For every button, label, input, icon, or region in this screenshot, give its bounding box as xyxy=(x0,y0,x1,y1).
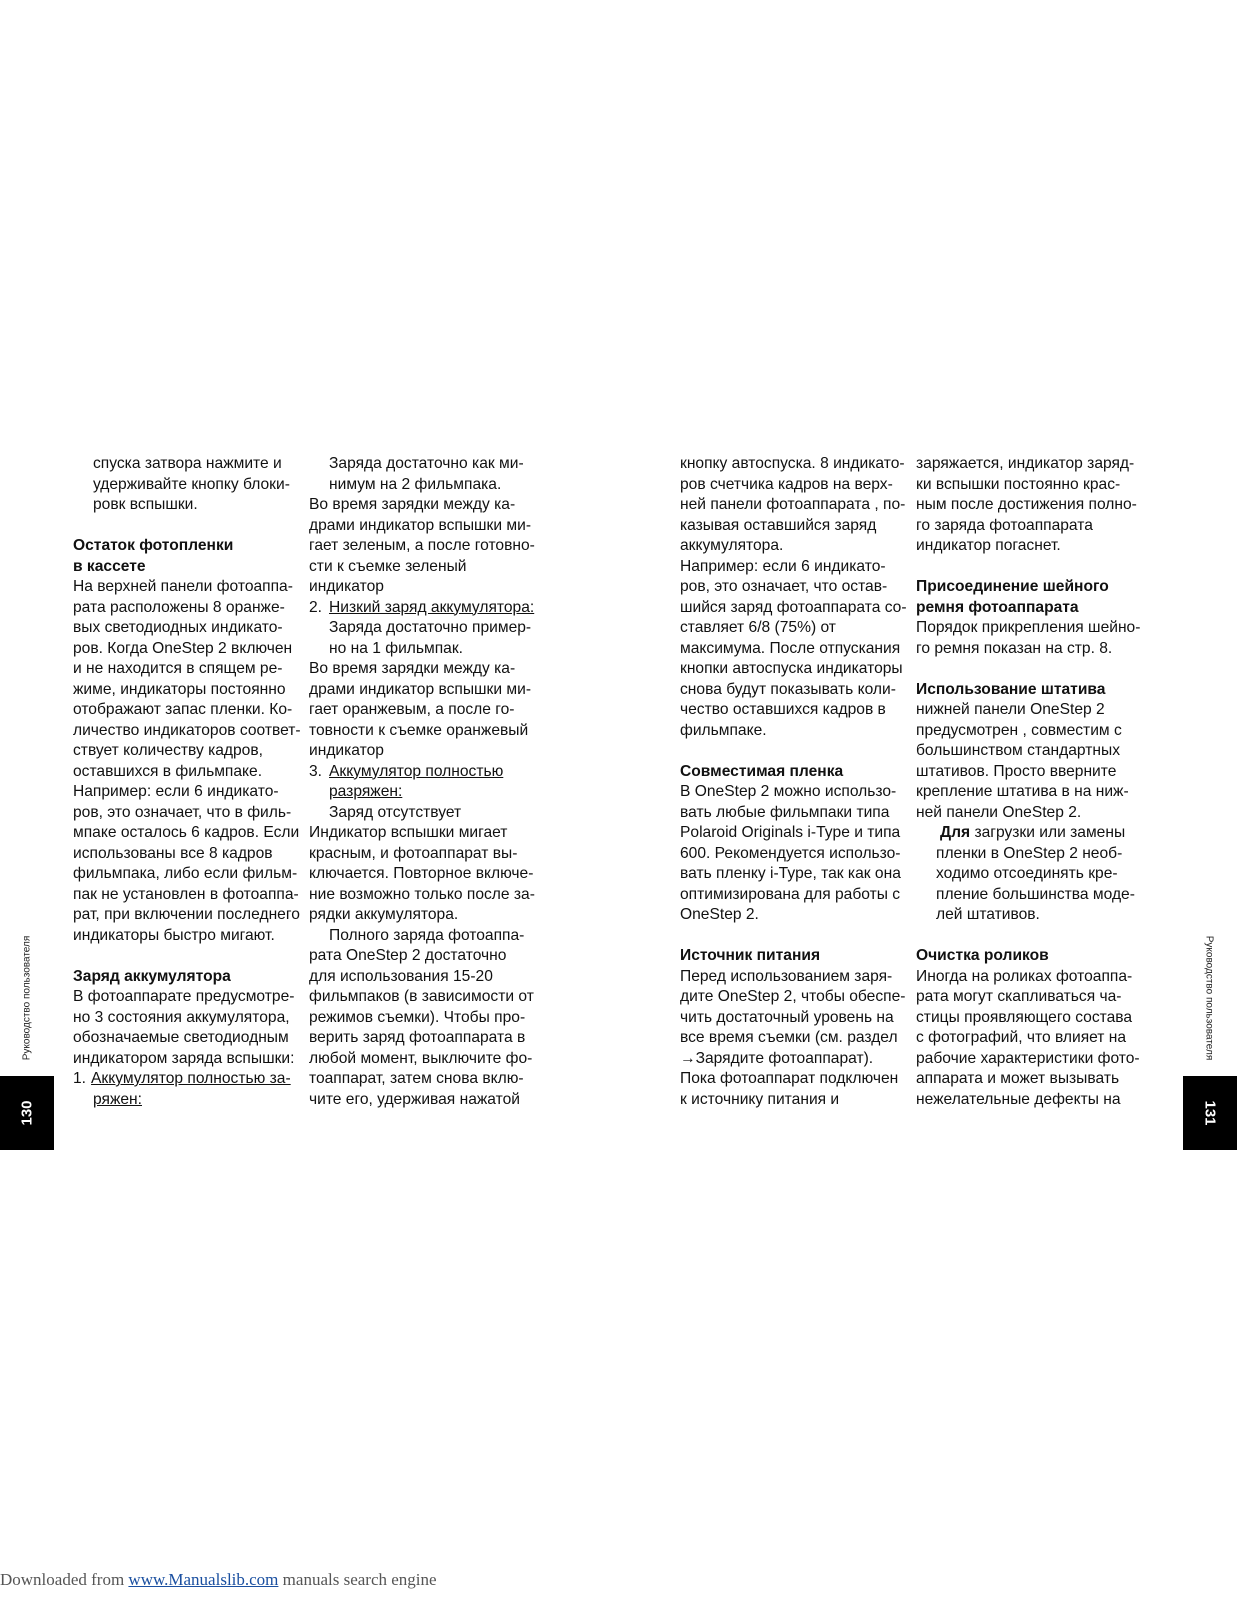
body-line: Во время зарядки между ка- xyxy=(309,496,516,513)
page-number: 130 xyxy=(18,1100,36,1126)
body-line: крепление штатива в на ниж- xyxy=(916,783,1129,800)
side-label-left: Руководство пользователя xyxy=(21,935,33,1061)
body-line: обозначаемые светодиодным xyxy=(73,1029,289,1046)
body-line: режимов съемки). Чтобы про- xyxy=(309,1008,526,1026)
body-line: мпаке осталось 6 кадров. Если xyxy=(73,824,300,841)
column-3 xyxy=(680,454,912,1110)
body-line: OneStep 2. xyxy=(680,906,759,923)
list-label: Низкий заряд аккумулятора: xyxy=(329,598,535,616)
intro-line: ровк вспышки. xyxy=(93,496,198,513)
body-line: рата могут скапливаться ча- xyxy=(916,988,1122,1005)
body-line: предусмотрен , совместим с xyxy=(916,721,1122,739)
body-line: фильмпаке. xyxy=(680,721,767,739)
body-line: пак не установлен в фотоаппа- xyxy=(73,885,299,903)
strap-heading: Присоединение шейного xyxy=(916,578,1109,595)
body-line: индикатор xyxy=(309,742,384,759)
body-line: пление большинства моде- xyxy=(936,885,1135,903)
film-heading: в кассете xyxy=(73,557,146,575)
body-line: отображают запас пленки. Ко- xyxy=(73,701,293,718)
body-line: Полного заряда фотоаппа- xyxy=(329,926,525,944)
list-label: Аккумулятор полностью за- xyxy=(91,1070,291,1087)
body-line: лей штативов. xyxy=(936,906,1040,923)
body-line: индикаторы быстро мигают. xyxy=(73,926,275,944)
body-line: любой момент, выключите фо- xyxy=(309,1049,533,1067)
body-line: снова будут показывать коли- xyxy=(680,680,896,698)
body-line: Иногда на роликах фотоаппа- xyxy=(916,967,1133,985)
body-line: го заряда фотоаппарата xyxy=(916,516,1093,534)
download-footer xyxy=(0,1570,437,1590)
list-number: 2. xyxy=(309,598,323,616)
body-line: нижней панели OneStep 2 xyxy=(916,701,1105,718)
body-line: ключается. Повторное включе- xyxy=(309,865,534,882)
body-line: для использования 15-20 xyxy=(309,967,493,985)
body-line: казывая оставшийся заряд xyxy=(680,516,877,534)
body-line: ным после достижения полно- xyxy=(916,496,1137,513)
body-line: Перед использованием заря- xyxy=(680,967,893,985)
column-4 xyxy=(916,454,1148,1110)
body-line: пленки в OneStep 2 необ- xyxy=(936,844,1123,862)
tripod-heading: Использование штатива xyxy=(916,680,1106,698)
body-line: ров. Когда OneStep 2 включен xyxy=(73,639,293,657)
body-line: вать пленку i-Type, так как она xyxy=(680,865,901,882)
battery-heading: Заряд аккумулятора xyxy=(73,967,231,985)
body-line: →Зарядите фотоаппарат). xyxy=(680,1049,874,1067)
list-number: 3. xyxy=(309,762,323,780)
rollers-heading: Очистка роликов xyxy=(916,947,1049,964)
body-line: к источнику питания и xyxy=(680,1090,840,1108)
body-line: фильмпаков (в зависимости от xyxy=(309,988,534,1005)
body-line: аккумулятора. xyxy=(680,537,784,554)
list-number: 1. xyxy=(73,1070,87,1087)
list-item-3 xyxy=(309,762,541,783)
list-item-1 xyxy=(73,1069,303,1090)
body-line: рядки аккумулятора. xyxy=(309,906,459,923)
list-item-1-cont xyxy=(73,1090,303,1111)
body-line: индикатор погаснет. xyxy=(916,537,1061,554)
manualslib-link[interactable]: www.Manualslib.com xyxy=(128,1570,279,1589)
body-line: Заряда достаточно как ми- xyxy=(329,455,524,472)
body-line: ров, это означает, что в филь- xyxy=(73,803,292,821)
list-item-2 xyxy=(309,598,541,619)
body-line: ставляет 6/8 (75%) от xyxy=(680,619,836,636)
body-line: Порядок прикрепления шейно- xyxy=(916,619,1141,636)
page-number: 131 xyxy=(1201,1100,1219,1126)
body-line: нимум на 2 фильмпака. xyxy=(329,475,502,493)
body-line: Индикатор вспышки мигает xyxy=(309,824,508,841)
compat-heading: Совместимая пленка xyxy=(680,762,844,780)
side-label-right: Руководство пользователя xyxy=(1203,935,1215,1061)
list-label: разряжен: xyxy=(329,783,403,800)
body-line: заряжается, индикатор заряд- xyxy=(916,455,1135,472)
body-line: чество оставшихся кадров в xyxy=(680,701,886,718)
tripod-note xyxy=(916,823,1148,844)
body-line: драми индикатор вспышки ми- xyxy=(309,516,532,534)
body-line: Пока фотоаппарат подключен xyxy=(680,1070,899,1087)
footer-suffix: manuals search engine xyxy=(278,1570,437,1589)
body-line: вых светодиодных индикато- xyxy=(73,619,283,636)
body-line: Например: если 6 индикато- xyxy=(73,783,279,800)
body-line: верить заряд фотоаппарата в xyxy=(309,1029,526,1046)
list-label: ряжен: xyxy=(93,1090,142,1108)
body-line: рата OneStep 2 достаточно xyxy=(309,947,507,964)
column-1 xyxy=(73,454,303,1110)
body-line: и не находится в спящем ре- xyxy=(73,660,283,677)
body-line: Заряд отсутствует xyxy=(329,803,462,821)
body-line: штативов. Просто вверните xyxy=(916,762,1117,780)
footer-prefix: Downloaded from xyxy=(0,1570,129,1589)
list-label: Аккумулятор полностью xyxy=(329,762,504,780)
body-line: ствует количеству кадров, xyxy=(73,742,263,759)
body-line: но на 1 фильмпак. xyxy=(329,639,463,657)
body-line: но 3 состояния аккумулятора, xyxy=(73,1008,290,1026)
body-line: с фотографий, что влияет на xyxy=(916,1029,1127,1046)
body-line: жиме, индикаторы постоянно xyxy=(73,680,286,698)
body-line: Например: если 6 индикато- xyxy=(680,557,886,575)
body-line: Во время зарядки между ка- xyxy=(309,660,516,677)
body-line: рат, при включении последнего xyxy=(73,906,300,923)
body-line: В OneStep 2 можно использо- xyxy=(680,783,897,800)
body-line: ходимо отсоединять кре- xyxy=(936,865,1118,882)
body-line: гает оранжевым, а после го- xyxy=(309,701,515,718)
body-line: оставшихся в фильмпаке. xyxy=(73,762,263,780)
body-line: ров счетчика кадров на верх- xyxy=(680,475,893,493)
body-line: рабочие характеристики фото- xyxy=(916,1049,1140,1067)
body-line: стицы проявляющего состава xyxy=(916,1008,1133,1026)
body-line: Polaroid Originals i-Type и типа xyxy=(680,824,901,841)
body-line: ров, это означает, что остав- xyxy=(680,578,888,595)
body-line: чите его, удерживая нажатой xyxy=(309,1090,520,1108)
body-line: На верхней панели фотоаппа- xyxy=(73,578,293,595)
body-line: ней панели фотоаппарата , по- xyxy=(680,496,906,513)
tripod-note-bold: Для xyxy=(940,824,971,841)
body-line: максимума. После отпускания xyxy=(680,639,901,657)
body-line: вать любые фильмпаки типа xyxy=(680,803,890,821)
body-line: тоаппарат, затем снова вклю- xyxy=(309,1070,524,1087)
body-line: индикатором заряда вспышки: xyxy=(73,1049,295,1067)
body-line: большинством стандартных xyxy=(916,742,1120,759)
body-line: индикатор xyxy=(309,578,384,595)
intro-line: спуска затвора нажмите и xyxy=(93,455,282,472)
intro-line: удерживайте кнопку блоки- xyxy=(93,475,290,493)
body-line: использованы все 8 кадров xyxy=(73,844,273,862)
body-line: сти к съемке зеленый xyxy=(309,557,467,575)
body-line: чить достаточный уровень на xyxy=(680,1008,894,1026)
body-line: го ремня показан на стр. 8. xyxy=(916,639,1113,657)
page-number-tab-right xyxy=(1183,1076,1237,1150)
body-line: дите OneStep 2, чтобы обеспе- xyxy=(680,988,906,1005)
body-line: 600. Рекомендуется использо- xyxy=(680,844,901,862)
body-line: кнопку автоспуска. 8 индикато- xyxy=(680,455,905,472)
body-line: аппарата и может вызывать xyxy=(916,1070,1120,1087)
power-heading: Источник питания xyxy=(680,947,821,964)
body-line: нежелательные дефекты на xyxy=(916,1090,1121,1108)
body-line: шийся заряд фотоаппарата со- xyxy=(680,598,907,616)
body-line: ней панели OneStep 2. xyxy=(916,803,1082,821)
body-line: товности к съемке оранжевый xyxy=(309,721,529,739)
body-line: В фотоаппарате предусмотре- xyxy=(73,988,295,1005)
body-line: драми индикатор вспышки ми- xyxy=(309,680,532,698)
list-item-3-cont xyxy=(309,782,541,803)
column-2 xyxy=(309,454,541,1110)
body-line: Заряда достаточно пример- xyxy=(329,619,532,636)
body-line: фильмпака, либо если фильм- xyxy=(73,865,298,882)
body-line: все время съемки (см. раздел xyxy=(680,1029,898,1046)
body-line: ние возможно только после за- xyxy=(309,885,535,903)
body-line: ки вспышки постоянно крас- xyxy=(916,475,1121,493)
body-line: рата расположены 8 оранже- xyxy=(73,598,285,616)
body-line: оптимизирована для работы с xyxy=(680,885,901,903)
page-number-tab-left xyxy=(0,1076,54,1150)
body-line: красным, и фотоаппарат вы- xyxy=(309,844,518,862)
film-heading: Остаток фотопленки xyxy=(73,537,234,554)
body-line: кнопки автоспуска индикаторы xyxy=(680,660,903,677)
body-line: личество индикаторов соответ- xyxy=(73,721,301,739)
strap-heading: ремня фотоаппарата xyxy=(916,598,1079,616)
body-line: гает зеленым, а после готовно- xyxy=(309,537,535,554)
body-line: загрузки или замены xyxy=(970,824,1126,841)
